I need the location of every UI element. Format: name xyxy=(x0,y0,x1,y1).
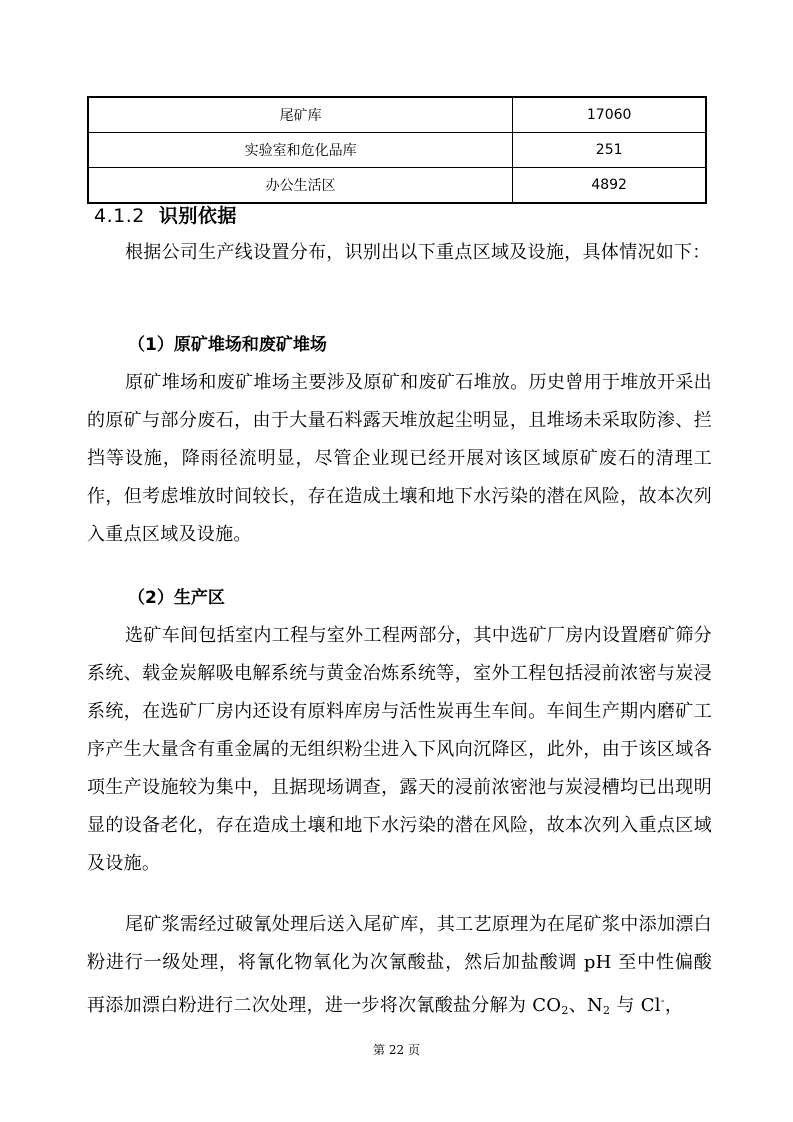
intro-paragraph: 根据公司生产线设置分布，识别出以下重点区域及设施，具体情况如下： xyxy=(125,242,711,263)
section-number: 4.1.2 xyxy=(94,205,145,227)
table-cell-value: 17060 xyxy=(513,97,706,133)
table-cell-value: 4892 xyxy=(513,168,706,204)
table-row xyxy=(88,97,706,133)
area-table xyxy=(87,96,707,204)
item1-paragraph: 原矿堆场和废矿堆场主要涉及原矿和废矿石堆放。历史曾用于堆放开采出的原矿与部分废石，由于大量石料露天堆放起尘明显，且堆场未采取防渗、拦挡等设施，降雨径流明显，尽管企业现已经开展对该区域原矿废石的清理工作，但考虑堆放时间较长，存在造成土壤和地下水污染的潜在风险，故本次列入重点区域及设施。 xyxy=(87,372,712,545)
co2-formula: CO xyxy=(532,995,562,1016)
table-cell-name: 实验室和危化品库 xyxy=(88,133,513,168)
cl-superscript: - xyxy=(660,994,665,1007)
table-cell-name: 尾矿库 xyxy=(88,97,513,133)
item1-heading: （1）原矿堆场和废矿堆场 xyxy=(128,335,327,355)
tail-end: ， xyxy=(664,995,684,1016)
section-heading xyxy=(94,201,237,228)
table-cell-name: 办公生活区 xyxy=(88,168,513,204)
table-row xyxy=(88,168,706,204)
table-row xyxy=(88,133,706,168)
page-number: 第 22 页 xyxy=(373,1043,420,1057)
tail-text: 尾矿浆需经过破氰处理后送入尾矿库，其工艺原理为在尾矿浆中添加漂白粉进行一级处理，将氰化物氧化为次氰酸盐，然后加盐酸调 pH 至中性偏酸再添加漂白粉进行二次处理，进一步将次氰酸盐分解为 xyxy=(87,914,712,1016)
item2-heading: （2）生产区 xyxy=(128,588,225,608)
n2-subscript: 2 xyxy=(603,1004,611,1017)
cl-formula: 与 Cl xyxy=(610,995,661,1016)
item2-paragraph: 选矿车间包括室内工程与室外工程两部分，其中选矿厂房内设置磨矿筛分系统、载金炭解吸电解系统与黄金冶炼系统等，室外工程包括浸前浓密与炭浸系统，在选矿厂房内还设有原料库房与活性炭再生车间。车间生产期内磨矿工序产生大量含有重金属的无组织粉尘进入下风向沉降区，此外，由于该区域各项生产设施较为集中，且据现场调查，露天的浸前浓密池与炭浸槽均已出现明显的设备老化，存在造成土壤和地下水污染的潜在风险，故本次列入重点区域及设施。 xyxy=(87,625,712,874)
tail-paragraph xyxy=(87,906,712,1030)
section-title: 识别依据 xyxy=(158,205,237,227)
n2-formula: 、N xyxy=(568,995,604,1016)
co2-subscript: 2 xyxy=(561,1004,569,1017)
table-cell-value: 251 xyxy=(513,133,706,168)
